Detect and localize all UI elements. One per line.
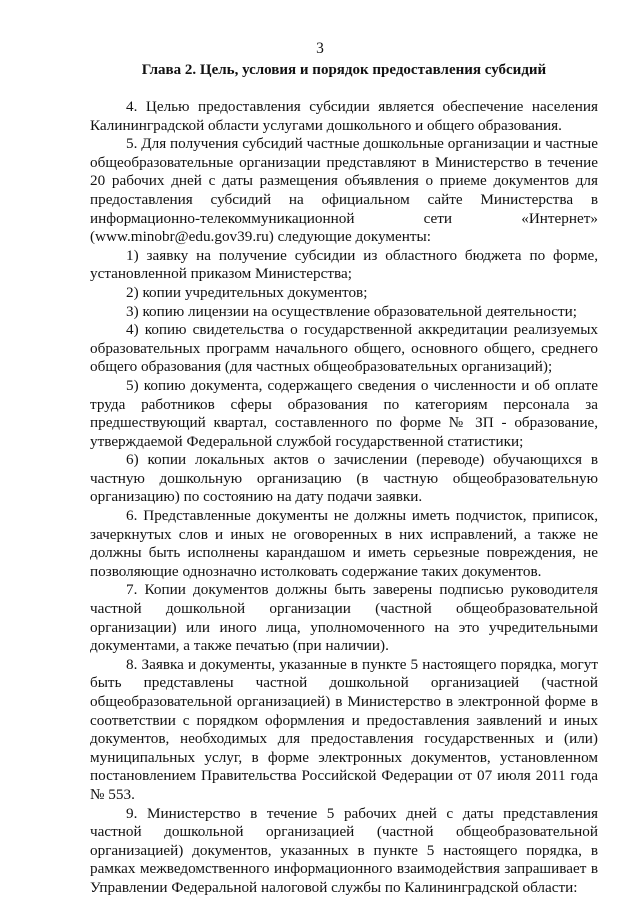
list-item-2: 2) копии учредительных документов;	[126, 283, 368, 301]
chapter-title: Глава 2. Цель, условия и порядок предоставления субсидий	[141, 62, 547, 78]
list-item-5: 5) копию документа, содержащего сведения о численности и об оплате труда работников сферы образования по категориям персонала за предшествующий квартал, составленного по форме № ЗП - образование, утверждаемой Федеральной службой государственной статистики;	[90, 376, 598, 450]
list-item-3: 3) копию лицензии на осуществление образовательной деятельности;	[126, 302, 578, 320]
document-body	[90, 98, 598, 898]
list-item-4: 4) копию свидетельства о государственной аккредитации реализуемых образовательных программ начального общего, основного общего, среднего общего образования (для частных общеобразовательных организаций);	[90, 321, 598, 376]
list-item-6: 6) копии локальных актов о зачислении (переводе) обучающихся в частную дошкольную организацию (в частную общеобразовательную организацию) по состоянию на дату подачи заявки.	[90, 451, 598, 506]
paragraph-item-5: 5. Для получения субсидий частные дошкольные организации и частные общеобразовательные организации представляют в Министерство в течение 20 рабочих дней с даты размещения объявления о приеме документов для предоставления субсидий на официальном сайте Министерства в информационно-телекоммуникационной сети «Интернет» (www.minobr@edu.gov39.ru) следующие документы:	[90, 135, 598, 246]
list-item-1: 1) заявку на получение субсидии из областного бюджета по форме, установленной приказом Министерства;	[90, 246, 598, 283]
page-number: 3	[316, 40, 324, 57]
paragraph-item-9: 9. Министерство в течение 5 рабочих дней с даты представления частной дошкольной организацией (частной общеобразовательной организацией) документов, указанных в пункте 5 настоящего порядка, в рамках межведомственного информационного взаимодействия запрашивает в Управлении Федеральной налоговой службы по Калининградской области:	[90, 804, 598, 896]
paragraph-item-4: 4. Целью предоставления субсидии является обеспечение населения Калининградской области услугами дошкольного и общего образования.	[90, 98, 598, 134]
paragraph-item-6: 6. Представленные документы не должны иметь подчисток, приписок, зачеркнутых слов и иных не оговоренных в них исправлений, а также не должны быть исполнены карандашом и иметь серьезные повреждения, не позволяющие однозначно истолковать содержание таких документов.	[90, 507, 598, 580]
paragraph-item-8: 8. Заявка и документы, указанные в пункте 5 настоящего порядка, могут быть представлены частной дошкольной организацией (частной общеобразовательной организацией) в Министерство в электронной форме в соответствии с порядком оформления и предоставления заявлений и иных документов, необходимых для предоставления государственных и (или) муниципальных услуг, в форме электронных документов, установленном постановлением Правительства Российской Федерации от 07 июля 2011 года № 553.	[90, 655, 598, 803]
paragraph-item-7: 7. Копии документов должны быть заверены подписью руководителя частной дошкольной организации (частной общеобразовательной организации) или иного лица, уполномоченного на это учредительными документами, а также печатью (при наличии).	[90, 581, 598, 655]
